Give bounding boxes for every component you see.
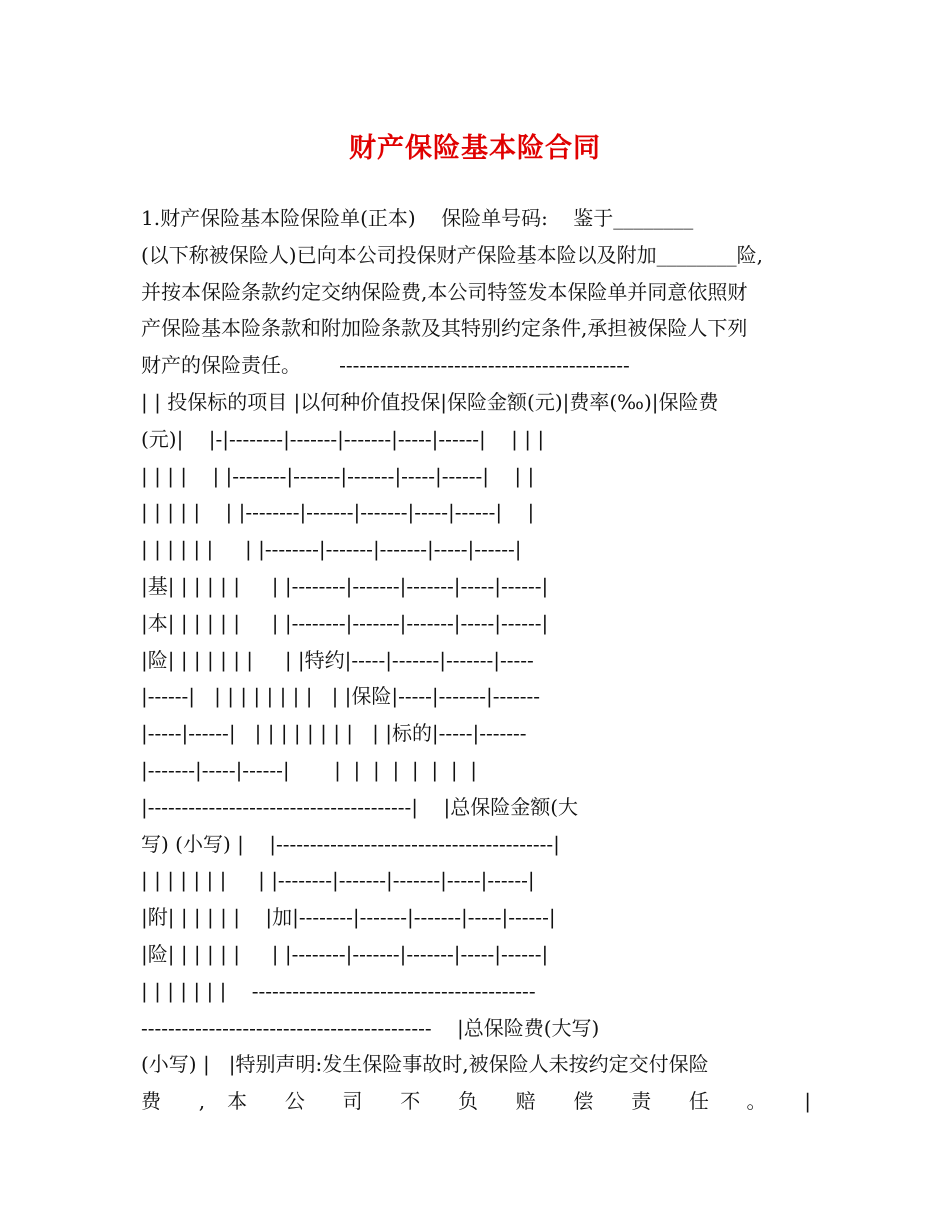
text-line: 1.财产保险基本险保险单(正本) 保险单号码: 鉴于________ <box>141 206 694 230</box>
table-line: |基| | | | | | | |--------|-------|-------|-----|------| <box>141 573 549 598</box>
table-line: | | 投保标的项目 |以何种价值投保|保险金额(元)|费率(‰)|保险费 <box>141 389 719 414</box>
table-line: |附| | | | | | |加|--------|-------|-------|-----|------| <box>141 905 556 930</box>
text-line: 费 , 本 公 司 不 负 赔 偿 责 任 。 | <box>141 1089 811 1114</box>
text-line: 财产的保险责任。 ------------------------------------------- <box>141 353 630 378</box>
table-line: | | | | | |--------|-------|-------|-----|------| | | <box>141 463 535 488</box>
table-line: | | | | | | | | |--------|-------|-------|-----|------| <box>141 868 535 893</box>
table-line: |险| | | | | | | | |特约|-----|-------|-------|----- <box>141 647 534 672</box>
table-line: | | | | | | |--------|-------|-------|-----|------| | <box>141 500 535 525</box>
table-line: | | | | | | | ------------------------------------------ <box>141 978 536 1003</box>
text-line: (小写) | |特别声明:发生保险事故时,被保险人未按约定交付保险 <box>141 1052 709 1077</box>
document-title: 财产保险基本险合同 <box>349 133 601 164</box>
table-line: (元)| |-|--------|-------|-------|-----|------| | | | <box>141 426 545 451</box>
document-body <box>141 200 811 1120</box>
table-line: |-------|-----|------| | | | | | | | | <box>141 757 478 782</box>
text-line: 产保险基本险条款和附加险条款及其特别约定条件,承担被保险人下列 <box>141 316 748 341</box>
text-line: 并按本保险条款约定交纳保险费,本公司特签发本保险单并同意依照财 <box>141 279 748 304</box>
table-line: | | | | | | | |--------|-------|-------|-----|------| <box>141 537 522 562</box>
table-line: 写) (小写) | |-----------------------------------------| <box>141 831 560 856</box>
text-line: (以下称被保险人)已向本公司投保财产保险基本险以及附加________险, <box>141 242 763 267</box>
table-line: |-----|------| | | | | | | | | | |标的|-----|------- <box>141 721 527 746</box>
table-line: |险| | | | | | | |--------|-------|-------|-----|------| <box>141 941 549 966</box>
table-line: |------| | | | | | | | | | |保险|-----|-------|------- <box>141 684 541 709</box>
table-line: |本| | | | | | | |--------|-------|-------|-----|------| <box>141 610 549 635</box>
table-line: |---------------------------------------| |总保险金额(大 <box>141 794 579 819</box>
table-line: ------------------------------------------- |总保险费(大写) <box>141 1015 600 1040</box>
